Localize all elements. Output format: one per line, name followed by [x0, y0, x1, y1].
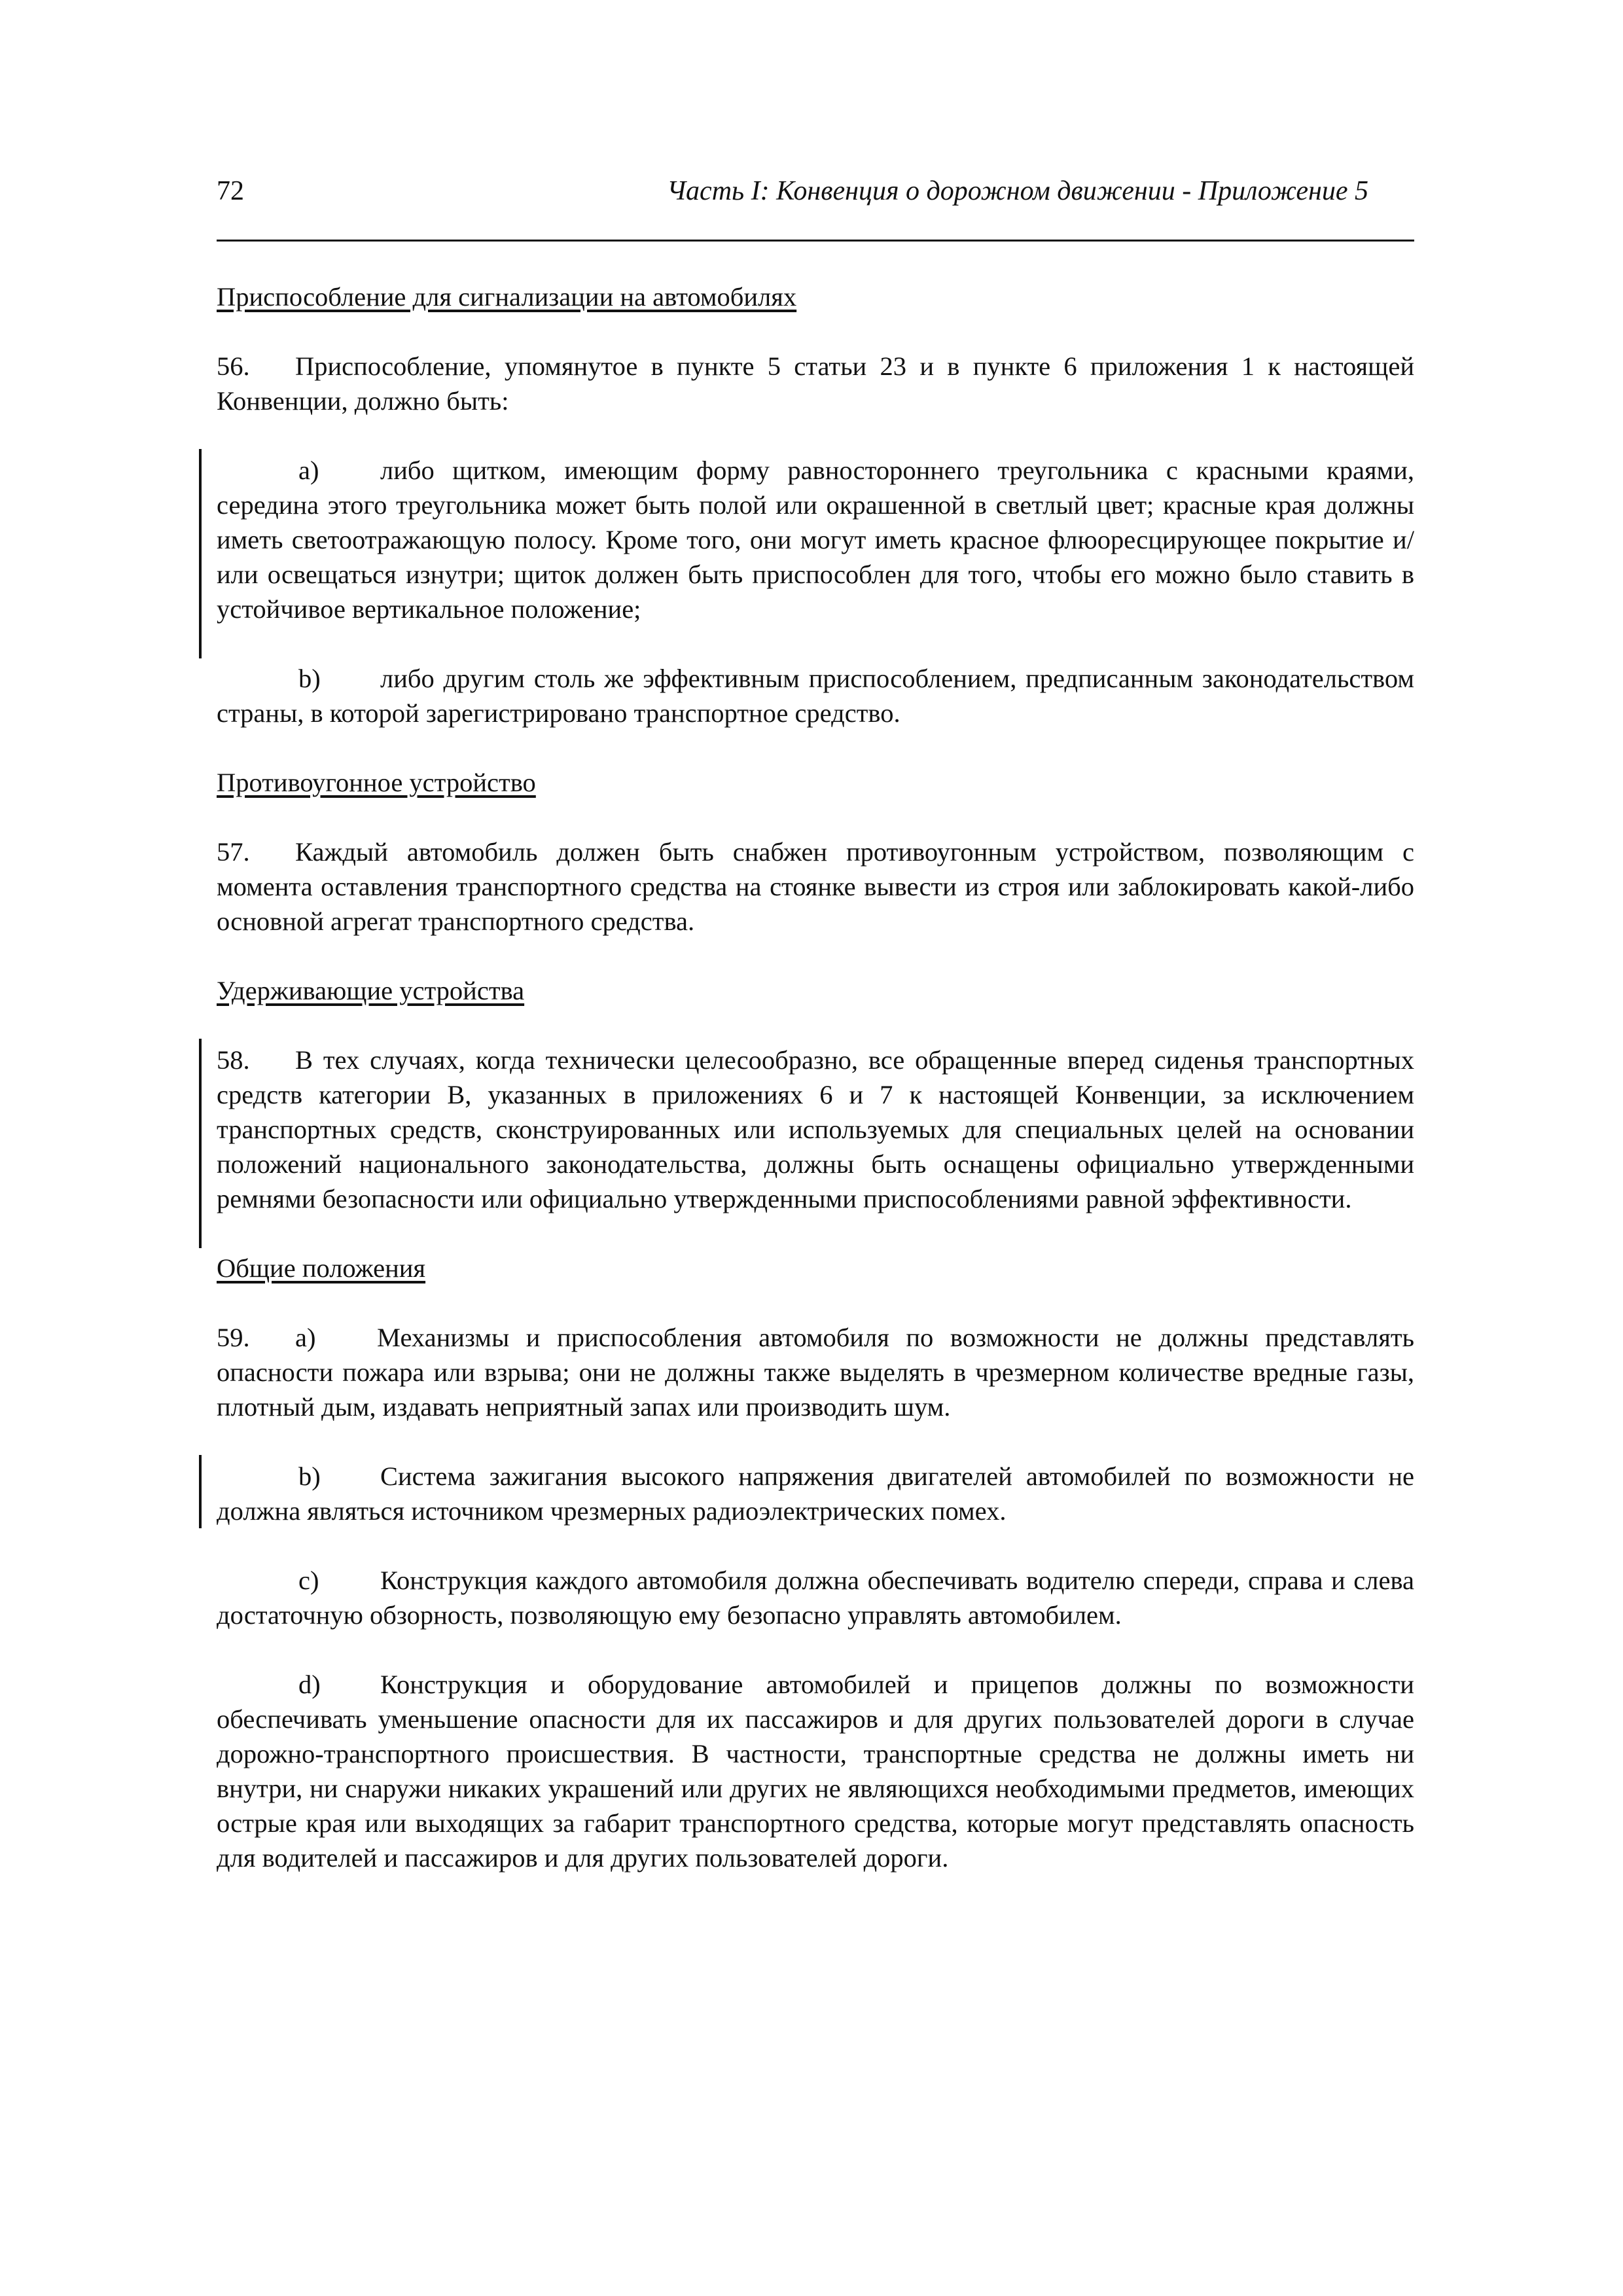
- revision-bar: [199, 1039, 202, 1248]
- page-content: [217, 279, 1414, 1910]
- paragraph-57-number: 57.: [217, 837, 250, 867]
- paragraph-58: [217, 1043, 1414, 1216]
- revision-bar: [199, 449, 202, 658]
- paragraph-59a-text: Механизмы и приспособления автомобиля по возможности не должны представлять опасности пожара или взрыва; они не должны также выделять в чрезмерном количестве вредные газы, плотный дым, издавать неприятный запах или производить шум.: [217, 1323, 1414, 1422]
- paragraph-56b-label: b): [298, 664, 321, 693]
- paragraph-59a: [217, 1320, 1414, 1424]
- paragraph-56-text: Приспособление, упомянутое в пункте 5 статьи 23 и в пункте 6 приложения 1 к настоящей Конвенции, должно быть:: [217, 351, 1414, 416]
- running-title: Часть I: Конвенция о дорожном движении - Приложение 5: [667, 176, 1368, 206]
- paragraph-59b: [217, 1459, 1414, 1528]
- paragraph-56b: [217, 661, 1414, 730]
- paragraph-56a: [217, 453, 1414, 626]
- paragraph-59c: [217, 1563, 1414, 1632]
- paragraph-59-number: 59.: [217, 1323, 250, 1352]
- paragraph-58-text: В тех случаях, когда технически целесообразно, все обращенные вперед сиденья транспортных средств категории В, указанных в приложениях 6 и 7 к настоящей Конвенции, за исключением транспортных средств, сконструированных или используемых для специальных целей на основании положений национального законодательства, должны быть оснащены официально утвержденными ремнями безопасности или официально утвержденными приспособлениями равной эффективности.: [217, 1045, 1414, 1213]
- page-header: [217, 175, 1414, 228]
- paragraph-56a-label: a): [298, 456, 319, 485]
- paragraph-57-text: Каждый автомобиль должен быть снабжен противоугонным устройством, позволяющим с момента оставления транспортного средства на стоянке вывести из строя или заблокировать какой-либо основной агрегат транспортного средства.: [217, 837, 1414, 936]
- paragraph-59d-label: d): [298, 1670, 321, 1699]
- paragraph-59a-label: a): [295, 1323, 316, 1352]
- paragraph-59c-text: Конструкция каждого автомобиля должна обеспечивать водителю спереди, справа и слева достаточную обзорность, позволяющую ему безопасно управлять автомобилем.: [217, 1566, 1414, 1630]
- paragraph-56: [217, 349, 1414, 418]
- paragraph-59d-text: Конструкция и оборудование автомобилей и прицепов должны по возможности обеспечивать уменьшение опасности для их пассажиров и для других пользователей дороги в случае дорожно-транспортного происшествия. В частности, транспортные средства не должны иметь ни внутри, ни снаружи никаких украшений или других не являющихся необходимыми предметов, имеющих острые края или выходящих за габарит транспортного средства, которые могут представлять опасность для водителей и пассажиров и для других пользователей дороги.: [217, 1670, 1414, 1873]
- paragraph-56-number: 56.: [217, 351, 250, 381]
- paragraph-59b-label: b): [298, 1462, 321, 1491]
- paragraph-59d: [217, 1667, 1414, 1875]
- paragraph-59b-text: Система зажигания высокого напряжения двигателей автомобилей по возможности не должна являться источником чрезмерных радиоэлектрических помех.: [217, 1462, 1414, 1526]
- page-number: 72: [217, 176, 244, 206]
- paragraph-58-number: 58.: [217, 1045, 250, 1075]
- heading-general-provisions: Общие положения: [217, 1253, 426, 1283]
- heading-restraint-devices: Удерживающие устройства: [217, 976, 525, 1005]
- header-rule: [217, 240, 1414, 242]
- paragraph-56a-text: либо щитком, имеющим форму равностороннего треугольника с красными краями, середина этого треугольника может быть полой или окрашенной в светлый цвет; красные края должны иметь светоотражающую полосу. Кроме того, они могут иметь красное флюоресцирующее покрытие и/или освещаться изнутри; щиток должен быть приспособлен для того, чтобы его можно было ставить в устойчивое вертикальное положение;: [217, 456, 1414, 624]
- paragraph-59c-label: c): [298, 1566, 319, 1595]
- heading-anti-theft: Противоугонное устройство: [217, 768, 536, 797]
- paragraph-57: [217, 834, 1414, 939]
- revision-bar: [199, 1455, 202, 1528]
- paragraph-56b-text: либо другим столь же эффективным приспособлением, предписанным законодательством страны, в которой зарегистрировано транспортное средство.: [217, 664, 1414, 728]
- heading-signal-device: Приспособление для сигнализации на автомобилях: [217, 282, 797, 312]
